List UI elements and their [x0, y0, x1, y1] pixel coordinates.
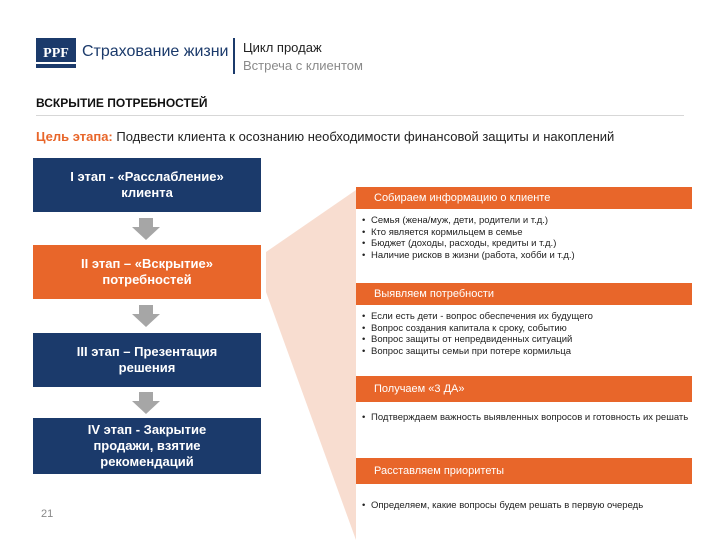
- list-item: • Семья (жена/муж, дети, родители и т.д.): [362, 215, 692, 227]
- list-item: • Вопрос создания капитала к сроку, событию: [362, 323, 692, 335]
- panel-heading: Расставляем приоритеты: [356, 458, 692, 484]
- section-title: ВСКРЫТИЕ ПОТРЕБНОСТЕЙ: [36, 96, 208, 110]
- list-item: • Определяем, какие вопросы будем решать в первую очередь: [362, 500, 692, 512]
- down-arrow-icon: [132, 218, 160, 240]
- list-item: • Вопрос защиты семьи при потере кормильца: [362, 346, 692, 358]
- stage-4: IV этап - Закрытие продажи, взятие рекомендаций: [33, 418, 261, 474]
- goal-text: Подвести клиента к осознанию необходимости финансовой защиты и накоплений: [112, 129, 615, 144]
- panel-heading: Выявляем потребности: [356, 283, 692, 305]
- header-subtitle: Встреча с клиентом: [243, 58, 363, 73]
- stage-1: I этап - «Расслабление» клиента: [33, 158, 261, 212]
- list-item: • Вопрос защиты от непредвиденных ситуаций: [362, 334, 692, 346]
- stage-2: II этап – «Вскрытие» потребностей: [33, 245, 261, 299]
- down-arrow-icon: [132, 305, 160, 327]
- connector-wedge: [258, 190, 358, 540]
- panel-list: [362, 412, 692, 424]
- list-item: • Наличие рисков в жизни (работа, хобби и т.д.): [362, 250, 692, 262]
- svg-text:PPF: PPF: [43, 46, 69, 61]
- panel-list: [362, 215, 692, 261]
- stage-3: III этап – Презентация решения: [33, 333, 261, 387]
- list-item: • Если есть дети - вопрос обеспечения их будущего: [362, 311, 692, 323]
- section-divider: [36, 115, 684, 116]
- goal-line: [36, 129, 614, 144]
- panel-list: [362, 500, 692, 512]
- down-arrow-icon: [132, 392, 160, 414]
- list-item: • Кто является кормильцем в семье: [362, 227, 692, 239]
- header-divider: [233, 38, 235, 74]
- list-item: • Подтверждаем важность выявленных вопросов и готовность их решать: [362, 412, 692, 424]
- goal-label: Цель этапа:: [36, 129, 113, 144]
- panel-list: [362, 311, 692, 357]
- header-title: Цикл продаж: [243, 40, 322, 55]
- panel-heading: Получаем «3 ДА»: [356, 376, 692, 402]
- list-item: • Бюджет (доходы, расходы, кредиты и т.д.): [362, 238, 692, 250]
- panel-heading: Собираем информацию о клиенте: [356, 187, 692, 209]
- ppf-logo: [36, 38, 76, 68]
- brand-name: Страхование жизни: [82, 43, 229, 60]
- page-number: 21: [41, 508, 54, 520]
